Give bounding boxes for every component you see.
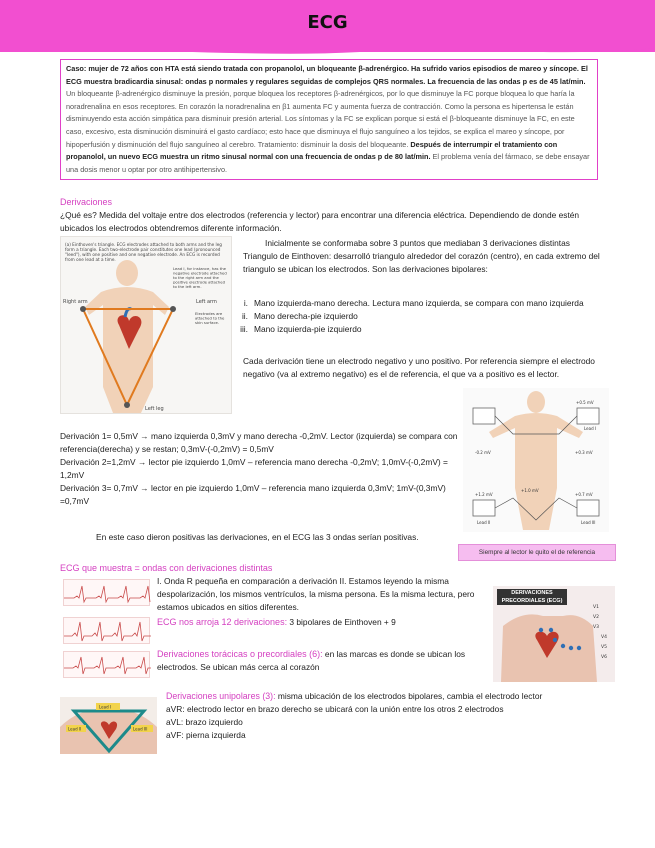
derivation-1: Derivación 1= 0,5mV → mano izquierda 0,3mV y mano derecha -0,2mV. Lector (izquierda) se compara con referencia(derecha) y se restan; 0,3mV-(-0,2mV) = 0,5mV [60, 431, 458, 454]
bipolar-list [236, 297, 596, 336]
electrodes-note: Electrodes are attached to the skin surface. [195, 311, 225, 325]
ecg-strip-thumbnail [63, 579, 150, 606]
case-text-1: mujer de 72 años con HTA está siendo tratada con propanolol, un bloqueante β-adrenérgico. Ha sufrido varios episodios de mareo y síncope. El ECG muestra bradicardia sinusal: ondas p normales y regulares seguidas de complejos QRS normales. La frecuencia de las ondas p es de 45 lat/min. [66, 64, 588, 86]
unipolares-heading: Derivaciones unipolares (3): [166, 691, 276, 701]
ondas-item-3-text: en las marcas es donde se ubican los electrodos. Se ubican más cerca al corazón [157, 649, 466, 672]
positive-note: En este caso dieron positivas las derivaciones, en el ECG las 3 ondas serían positivas. [96, 532, 419, 542]
reference-caption: Siempre al lector le quito el de referencia [458, 544, 616, 561]
list-item: iii. Mano izquierda-pie izquierdo [240, 324, 362, 334]
label-left-leg: Left leg [145, 406, 164, 412]
electrode-left-arm [170, 306, 176, 312]
einthoven-figure [60, 236, 232, 414]
voltmeter-icon [577, 500, 599, 516]
precordial-label: V1 [593, 605, 599, 610]
precordial-electrode [553, 638, 557, 642]
einthoven-caption-1: (a) Einthoven's triangle. ECG electrodes attached to both arms and the leg [65, 242, 222, 247]
precordial-title: DERIVACIONES PRECORDIALES (ECG) [497, 589, 567, 605]
unipolares-section [166, 690, 606, 742]
lead-note: Lead I, for instance, has the negative electrode attached to the right arm and the positive electrode attached to the left arm. [173, 266, 227, 289]
header-wave [0, 40, 655, 58]
voltmeter-icon [473, 408, 495, 424]
lead-value: +1.0 mV [521, 488, 539, 493]
torso-shape [489, 413, 583, 530]
precordial-electrode [549, 628, 553, 632]
voltmeter-icon [473, 500, 495, 516]
head-shape [527, 391, 545, 413]
leads-body-figure [463, 388, 609, 532]
lead-value: +0.3 mV [575, 450, 593, 455]
unipolar-item: aVL: brazo izquierdo [166, 717, 243, 727]
derivation-3: Derivación 3= 0,7mV → lector en pie izquierdo 1,0mV – referencia mano izquierda 0,3mV; 1mV-(0,3mV) =0,7mV [60, 483, 446, 506]
unipolares-text: misma ubicación de los electrodos bipolares, cambia el electrodo lector [277, 691, 543, 701]
head-shape [116, 260, 138, 286]
derivation-2: Derivación 2=1,2mV → lector pie izquierdo 1,0mV – referencia mano derecha -0,2mV; 1,0mV-(-0,2mV) = 1,2mV [60, 457, 448, 480]
einthoven-caption-4: from one lead at a time. [65, 257, 116, 262]
ecg-strip-thumbnail [63, 617, 150, 644]
precordial-electrode [561, 644, 565, 648]
svg-text:(a) Einthoven's triangle. ECG [65, 242, 223, 262]
ondas-item-2-head: ECG nos arroja 12 derivaciones: [157, 617, 288, 627]
precordial-electrode [577, 646, 581, 650]
lead-label: Lead III [581, 520, 596, 525]
lead-value: -0.2 mV [475, 450, 491, 455]
precordial-label: V6 [601, 655, 607, 660]
ondas-item-3 [157, 648, 492, 674]
unipolar-item: aVR: electrodo lector en brazo derecho se ubicará con la unión entre los otros 2 electrodos [166, 704, 504, 714]
electrode-left-leg [124, 402, 130, 408]
list-item: ii. Mano derecha-pie izquierdo [241, 311, 358, 321]
precordial-label: V2 [593, 615, 599, 620]
unipolares-line [166, 690, 606, 703]
precordial-electrode [539, 628, 543, 632]
lead-value: +1.2 mV [475, 492, 493, 497]
lead-value: +0.5 mV [576, 400, 594, 405]
derivaciones-heading: Derivaciones [60, 197, 113, 207]
voltmeter-icon [577, 408, 599, 424]
case-box [60, 59, 598, 180]
precordial-label: V3 [593, 625, 599, 630]
precordial-electrode [569, 646, 573, 650]
precordial-label: V5 [601, 645, 607, 650]
label-left-arm: Left arm [196, 299, 217, 305]
einthoven-intro-text: Inicialmente se conformaba sobre 3 puntos que mediaban 3 derivaciones distintas Triangulo de Einthoven: desarrolló triangulo alrededor del corazón (centro), en cada extremo del triangulo se ubican los electrodos. Son las derivaciones bipolares: [243, 238, 600, 274]
einthoven-caption-2: form a triangle. Each two-electrode pair constitutes one lead (pronounced [65, 247, 221, 252]
lead-value: +0.7 mV [575, 492, 593, 497]
einthoven-caption-3: "leed"), with one positive and one negative electrode. An ECG is recorded [65, 252, 220, 257]
ondas-item-3-head: Derivaciones torácicas o precordiales (6): [157, 649, 323, 659]
ondas-item-2-text: 3 bipolares de Einthoven + 9 [289, 617, 396, 627]
precordial-label: V4 [601, 635, 607, 640]
ondas-item-1: I. Onda R pequeña en comparación a derivación II. Estamos leyendo la misma despolarización, los mismos ventrículos, la misma persona. Es la misma lectura, pero estamos ubicados en sitios diferentes. [157, 576, 475, 612]
lead-label: Lead II [477, 520, 491, 525]
case-text-4: El problema venía del fármaco, se debe ensayar una dosis menor u optar por otro antihipertensivo. [66, 152, 590, 174]
case-label: Caso: [66, 64, 87, 73]
electrode-right-arm [80, 306, 86, 312]
label-right-arm: Right arm [63, 299, 88, 305]
unipolar-item: aVF: pierna izquierda [166, 730, 246, 740]
ondas-item-2 [157, 616, 492, 629]
ecg-strip-thumbnail [63, 651, 150, 678]
einthoven-intro [243, 237, 601, 276]
list-item: i. Mano izquierda-mano derecha. Lectura mano izquierda, se compara con mano izquierda [243, 298, 584, 308]
torso-shape [85, 287, 169, 413]
lead-tag-label: Lead II [68, 726, 82, 732]
einthoven-illustration [61, 237, 233, 415]
lead-label: Lead I [584, 426, 597, 431]
electrode-note: Cada derivación tiene un electrodo negativo y uno positivo. Por referencia siempre el electrodo negativo (va al extremo negativo) es el de referencia, el que va a positivo es el lector. [243, 356, 595, 379]
case-text-2: Un bloqueante β-adrenérgico disminuye la presión, porque bloquea los receptores β-adrenérgicos, por lo que disminuye la FC porque bloquea lo que haría la noradrenalina en esos receptores. En corazón la noradrenalina en β1 aumenta FC y aumenta fuerza de contracción. Como la persona es hipertensa le están disminuyendo esta acción simpática para disminuir presión arterial. Los síntomas y la FC se explican porque si está el β-bloqueante disminuye la FC, en este caso, excesivo, esta disminución disminuirá el gasto cardíaco; esto hace que disminuya el flujo sanguíneo a los tejidos, se explica el mareo y síncope, por hipoperfusión y disminución del flujo sanguíneo al cerebro. Tratamiento: disminuir la dosis del bloqueante. [66, 89, 575, 149]
lead-tag-label: Lead III [133, 726, 148, 732]
lead-tag-label: Lead I [99, 704, 112, 710]
precordial-figure [493, 586, 615, 682]
page-title: ECG [307, 12, 348, 33]
case-text-3: Después de interrumpir el tratamiento con propanolol, un nuevo ECG muestra un ritmo sinusal normal con una frecuencia de ondas p de 80 lat/min. [66, 139, 558, 162]
unipolar-figure [60, 697, 157, 754]
ondas-heading: ECG que muestra = ondas con derivaciones distintas [60, 563, 273, 573]
derivaciones-question: ¿Qué es? Medida del voltaje entre dos electrodos (referencia y lector) para encontrar una diferencia eléctrica. Dependiendo de donde estén ubicados los electrodos obtendremos diferente información. [60, 210, 580, 233]
derivation-calculations [60, 430, 458, 508]
